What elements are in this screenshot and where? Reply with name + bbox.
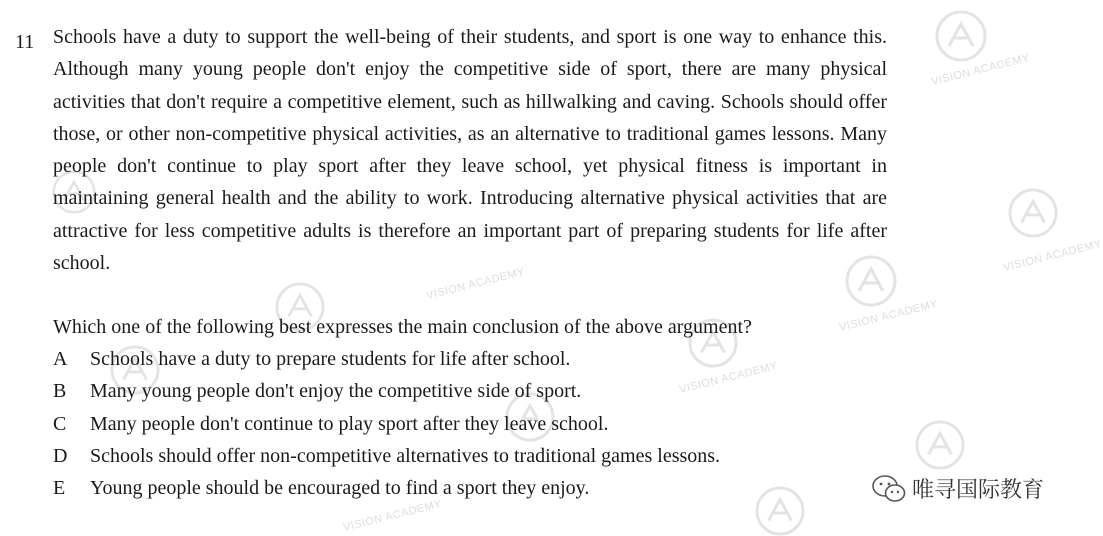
vision-academy-logo-icon xyxy=(935,10,987,62)
watermark-text: VISION ACADEMY xyxy=(678,359,780,397)
watermark-text: VISION ACADEMY xyxy=(342,497,444,535)
option-c[interactable] xyxy=(53,408,833,440)
watermark-text: VISION ACADEMY xyxy=(930,51,1032,89)
question-number: 11 xyxy=(15,31,35,53)
option-b[interactable] xyxy=(53,375,833,407)
wechat-icon xyxy=(872,475,906,503)
question-prompt: Which one of the following best expresses the main conclusion of the above argument? xyxy=(53,316,752,338)
option-d[interactable] xyxy=(53,440,833,472)
brand-label: 唯寻国际教育 xyxy=(911,478,1044,503)
answer-options xyxy=(53,343,833,504)
option-text: Many people don't continue to play sport after they leave school. xyxy=(90,412,609,435)
watermark-text: VISION ACADEMY xyxy=(425,265,527,303)
option-text: Young people should be encouraged to find a sport they enjoy. xyxy=(90,477,590,500)
vision-academy-logo-icon xyxy=(915,420,965,470)
option-text: Many young people don't enjoy the competitive side of sport. xyxy=(90,380,582,403)
watermark-text: VISION ACADEMY xyxy=(1002,237,1103,275)
option-a[interactable] xyxy=(53,343,833,375)
vision-academy-logo-icon xyxy=(1008,188,1058,238)
option-letter: E xyxy=(53,477,66,500)
brand-watermark xyxy=(872,473,1044,504)
option-letter: C xyxy=(53,412,67,435)
option-text: Schools should offer non-competitive alternatives to traditional games lessons. xyxy=(90,444,721,467)
option-text: Schools have a duty to prepare students for life after school. xyxy=(90,348,571,370)
option-e[interactable] xyxy=(53,472,833,504)
watermark-text: VISION ACADEMY xyxy=(838,297,940,335)
option-letter: D xyxy=(53,444,68,467)
question-passage: Schools have a duty to support the well-being of their students, and sport is one way to enhance this. Although many young people don't enjoy the competitive side of sport, there are many physical activities that don't require a competitive element, such as hillwalking and caving. Schools should offer those, or other non-competitive physical activities, as an alternative to traditional games lessons. Many people don't continue to play sport after they leave school, yet physical fitness is important in maintaining general health and the ability to work. Introducing alternative physical activities that are attractive for less competitive adults is therefore an important part of preparing students for life after school. xyxy=(53,26,887,275)
option-letter: A xyxy=(53,348,68,370)
option-letter: B xyxy=(53,380,67,403)
